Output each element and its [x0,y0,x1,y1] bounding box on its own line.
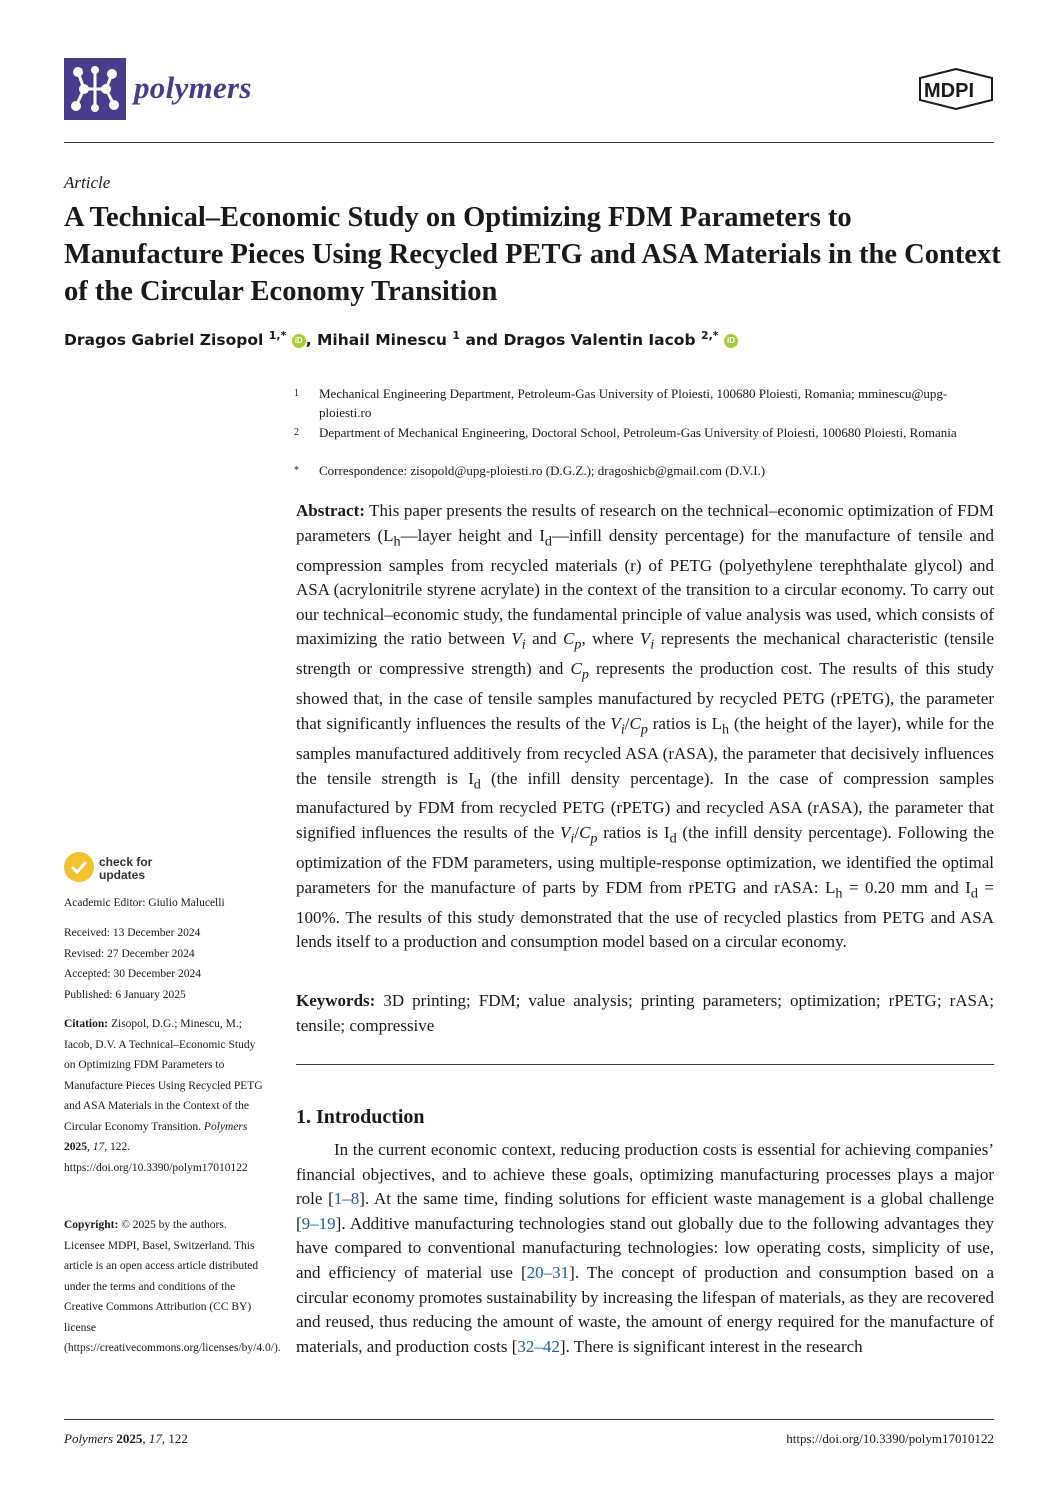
subscript: d [669,830,677,847]
date-received: Received: 13 December 2024 [64,927,201,939]
author-affiliation-marker: 2,* [700,329,719,342]
subscript: d [970,885,978,902]
subscript: h [721,721,730,738]
math-var: V [640,629,651,649]
abstract-text: / [624,713,630,733]
subscript: d [473,775,481,792]
orcid-icon[interactable]: iD [724,334,738,348]
affiliation-marker: * [294,465,299,476]
subscript: i [620,721,625,738]
affiliation-text: Correspondence: zisopold@upg-ploiesti.ro (D.G.Z.); dragoshicb@gmail.com (D.V.I.) [319,463,766,478]
citation-year: 2025 [64,1141,87,1153]
subscript: i [521,636,526,653]
author-separator: , [305,331,317,350]
intro-text: ]. There is significant interest in the research [559,1336,863,1356]
footer-page: , 122 [161,1431,188,1446]
math-var: V [610,713,621,733]
author-name: Dragos Gabriel Zisopol [64,331,264,350]
footer-doi-link[interactable]: https://doi.org/10.3390/polym17010122 [786,1431,994,1446]
abstract-text: represents the mechanical characteristic (tensile strength or compressive strength) and [296,629,995,679]
citation-text: , 122. https://doi.org/10.3390/polym17010122 [64,1141,248,1174]
section-heading: 1. Introduction [296,1106,425,1128]
article-title: A Technical–Economic Study on Optimizing FDM Parameters to Manufacture Pieces Using Recycled PETG and ASA Materials in the Context of the Circular Economy Transition [64,202,1001,307]
footer-journal: Polymers [64,1431,114,1446]
abstract-text: , where [581,629,641,649]
subscript: h [835,885,843,902]
abstract-label: Abstract: [296,501,365,520]
math-var: V [511,629,522,649]
math-var: C [579,823,591,843]
subscript: d [544,532,552,549]
abstract-text: ratios is I [597,823,670,843]
citation-journal: Polymers [203,1120,248,1133]
date-published: Published: 6 January 2025 [64,988,186,1001]
subscript: i [650,636,655,653]
abstract-text: (the infill density percentage). In the case of compression samples manufactured by FDM from recycled PETG (rPETG) and recycled ASA (rASA), the parameter that signified influences the results of the [296,768,994,843]
article-type: Article [64,173,111,192]
header-divider [64,142,994,143]
keywords [296,989,994,1038]
citation-volume: , 17 [87,1141,105,1153]
date-accepted: Accepted: 30 December 2024 [64,968,201,980]
subscript: p [574,636,582,653]
journal-logo-icon [64,58,126,120]
check-updates-line: updates [99,868,146,882]
affiliation-text: Department of Mechanical Engineering, Doctoral School, Petroleum-Gas University of Ploiesti, 100680 Ploiesti, Romania [319,425,957,440]
intro-paragraph [296,1138,994,1359]
footer-year: 2025 [113,1431,143,1446]
math-var: V [560,823,571,843]
copyright-text: © 2025 by the authors. Licensee MDPI, Basel, Switzerland. This article is an open access article distributed under the terms and conditions of the Creative Commons Attribution (CC BY) license (https://creativecommons.org/licenses/by/4.0/). [64,1219,281,1354]
math-var: C [563,629,575,649]
abstract-text: —infill density percentage) for the manufacture of tensile and compression samples from recycled materials (r) of PETG (polyethylene terephthalate glycol) and ASA (acrylonitrile styrene acrylate) in the context of the transition to a circular economy. To carry out our technical–economic study, the fundamental principle of value analysis was used, which consists of maximizing the ratio between [296,525,994,649]
subscript: p [581,666,589,683]
author-affiliation-marker: 1 [452,329,461,342]
abstract-text: / [574,823,580,843]
abstract-text: = 0.20 mm and I [842,877,971,897]
intro-text: In the current economic context, reducing production costs is essential for achieving companies’ financial objectives, and to achieve these goals, optimizing manufacturing processes plays a major role [ [296,1140,994,1209]
subscript: p [640,721,648,738]
citation-text: Zisopol, D.G.; Minescu, M.; Iacob, D.V. A Technical–Economic Study on Optimizing FDM Parameters to Manufacture Pieces Using Recycled PETG and ASA Materials in the Context of the Circular Economy Transition. [64,1018,263,1133]
footer-citation [64,1431,188,1447]
author-separator: and [460,331,504,350]
intro-text: ]. Additive manufacturing technologies stand out globally due to the following advantages they have compared to conventional manufacturing technologies: low operating costs, simplicity of use, and efficiency of material use [ [296,1213,994,1282]
citation-link[interactable]: 1–8 [333,1189,360,1209]
footer-divider [64,1419,994,1420]
citation-link[interactable]: 9–19 [301,1213,336,1233]
orcid-icon[interactable]: iD [292,334,306,348]
citation-link[interactable]: 32–42 [517,1336,560,1356]
citation-label: Citation: [64,1018,109,1030]
intro-text: ]. The concept of production and consumption based on a circular economy promotes sustainability by increasing the lifespan of materials, as they are recovered and reused, thus reducing the amount of waste, the amount of energy required for the manufacture of materials, and production costs [ [296,1262,994,1356]
citation-link[interactable]: 20–31 [526,1262,570,1282]
date-revised: Revised: 27 December 2024 [64,947,195,960]
subscript: h [393,532,401,549]
abstract-text: ratios is L [647,713,722,733]
abstract-text: (the height of the layer), while for the samples manufactured additively from recycled ASA (rASA), the parameter that decisively influences the tensile strength is I [296,713,994,788]
math-var: C [570,659,582,679]
affiliation-marker: 1 [294,388,299,399]
check-for-updates-icon[interactable] [64,852,94,882]
abstract-text: (the infill density percentage). Following the optimization of the FDM parameters, using multiple-response optimization, we identified the optimal parameters for the manufacture of parts by FDM from rPETG and rASA: L [296,823,994,897]
subscript: p [590,830,598,847]
keywords-label: Keywords: [296,991,376,1010]
section-divider [296,1064,994,1065]
academic-editor: Academic Editor: Giulio Malucelli [64,897,225,909]
subscript: i [570,830,575,847]
check-updates-line: check for [99,855,153,869]
abstract-text: represents the production cost. The results of this study showed that, in the case of tensile samples manufactured by recycled PETG (rPETG), the parameter that significantly influences the results of the [296,659,994,733]
footer-volume: , 17 [142,1431,162,1446]
citation [64,1014,264,1178]
author-name: Mihail Minescu [316,331,447,350]
check-for-updates-button[interactable] [99,856,152,882]
author-name: Dragos Valentin Iacob [503,331,696,350]
mdpi-logo-text: MDPI [924,80,974,102]
author-affiliation-marker: 1,* [268,329,287,342]
dates [64,923,264,1005]
affiliation-text: Mechanical Engineering Department, Petroleum-Gas University of Ploiesti, 100680 Ploiesti, Romania; mminescu@upg-ploiesti.ro [319,386,948,420]
abstract-text: This paper presents the results of research on the technical–economic optimization of FDM parameters (L [296,501,994,545]
math-var: C [629,713,641,733]
copyright-label: Copyright: [64,1219,119,1231]
abstract-text: —layer height and I [400,525,545,545]
keywords-text: 3D printing; FDM; value analysis; printing parameters; optimization; rPETG; rASA; tensile; compressive [296,991,994,1035]
affiliation-marker: 2 [294,427,299,438]
abstract-text: and [525,629,564,649]
abstract-text: = 100%. The results of this study demonstrated that the use of recycled plastics from PETG and ASA lends itself to a production and consumption model based on a circular economy. [296,877,994,952]
intro-text: ]. At the same time, finding solutions for efficient waste management is a global challenge [ [296,1189,994,1233]
journal-name: polymers [134,70,252,105]
abstract [296,499,994,955]
copyright [64,1215,281,1359]
author-list [64,329,738,349]
